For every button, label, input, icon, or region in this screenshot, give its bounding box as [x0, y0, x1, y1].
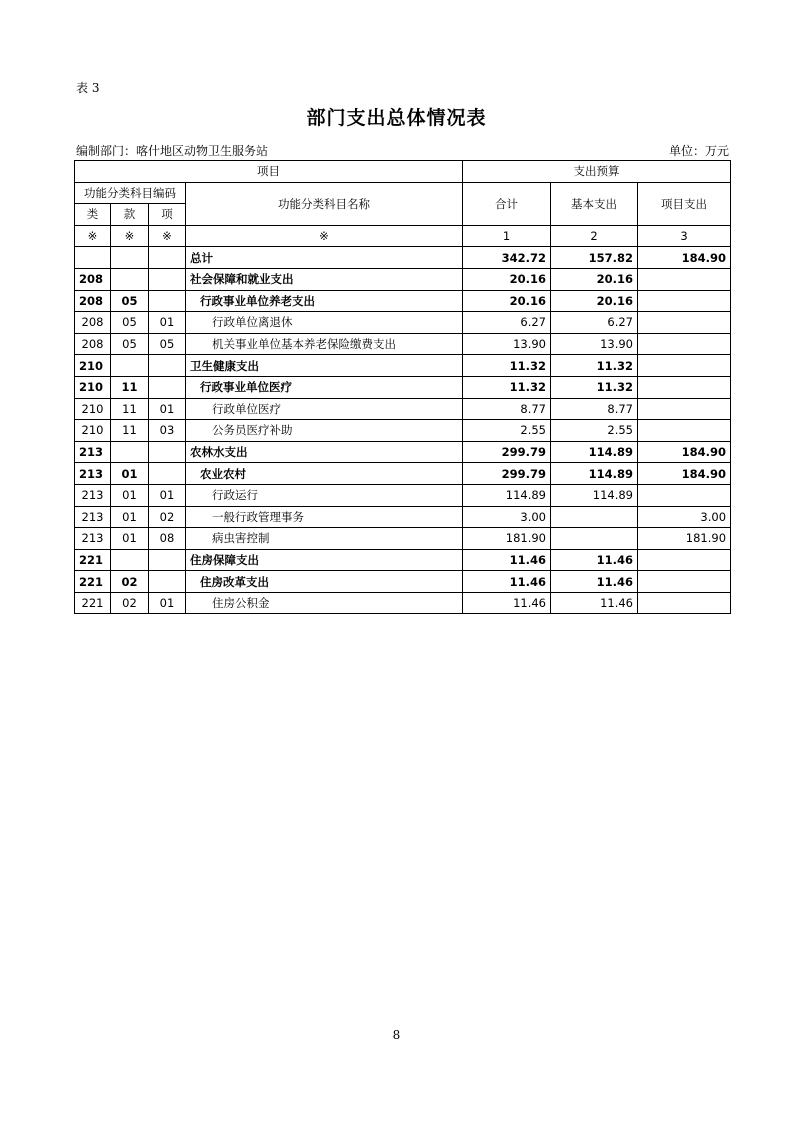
cell-name: 行政单位离退休 [186, 312, 463, 334]
cell-lei: 210 [75, 420, 111, 442]
mark-cell: ※ [75, 225, 111, 247]
cell-xiang [149, 376, 186, 398]
table-row [75, 441, 731, 463]
cell-lei: 208 [75, 268, 111, 290]
cell-basic: 114.89 [551, 484, 638, 506]
cell-kuan: 02 [111, 592, 149, 614]
cell-item: 184.90 [638, 441, 731, 463]
cell-item: 184.90 [638, 463, 731, 485]
page-number: 8 [392, 1028, 401, 1042]
cell-name: 行政单位医疗 [186, 398, 463, 420]
cell-total: 11.32 [463, 376, 551, 398]
cell-item [638, 592, 731, 614]
cell-xiang: 08 [149, 528, 186, 550]
cell-total: 342.72 [463, 247, 551, 269]
header-budget: 支出预算 [463, 161, 731, 183]
cell-name: 公务员医疗补助 [186, 420, 463, 442]
table-row [75, 549, 731, 571]
table-row [75, 592, 731, 614]
cell-item [638, 549, 731, 571]
cell-basic: 157.82 [551, 247, 638, 269]
cell-item [638, 571, 731, 593]
header-basic: 基本支出 [551, 182, 638, 225]
header-project: 项目 [75, 161, 463, 183]
cell-kuan [111, 268, 149, 290]
cell-lei: 210 [75, 355, 111, 377]
cell-basic [551, 506, 638, 528]
cell-item [638, 290, 731, 312]
cell-kuan: 11 [111, 398, 149, 420]
header-kuan: 款 [111, 204, 149, 226]
table-row [75, 484, 731, 506]
header-xiang: 项 [149, 204, 186, 226]
cell-lei: 208 [75, 333, 111, 355]
table-row [75, 333, 731, 355]
cell-total: 20.16 [463, 290, 551, 312]
cell-kuan: 01 [111, 528, 149, 550]
cell-kuan: 05 [111, 312, 149, 334]
cell-total: 114.89 [463, 484, 551, 506]
table-row [75, 420, 731, 442]
cell-total: 13.90 [463, 333, 551, 355]
cell-lei: 208 [75, 312, 111, 334]
cell-name: 病虫害控制 [186, 528, 463, 550]
table-label: 表 3 [76, 81, 100, 95]
cell-xiang [149, 571, 186, 593]
cell-total: 8.77 [463, 398, 551, 420]
cell-xiang: 02 [149, 506, 186, 528]
cell-basic: 114.89 [551, 463, 638, 485]
cell-name: 住房公积金 [186, 592, 463, 614]
cell-kuan: 01 [111, 506, 149, 528]
cell-name: 农林水支出 [186, 441, 463, 463]
cell-lei: 213 [75, 441, 111, 463]
cell-kuan [111, 441, 149, 463]
cell-item [638, 333, 731, 355]
cell-basic: 13.90 [551, 333, 638, 355]
table-row [75, 355, 731, 377]
cell-xiang: 03 [149, 420, 186, 442]
table-row [75, 506, 731, 528]
table-row [75, 312, 731, 334]
cell-xiang: 01 [149, 312, 186, 334]
column-number-3: 3 [638, 225, 731, 247]
table-row [75, 398, 731, 420]
cell-basic: 8.77 [551, 398, 638, 420]
table-row [75, 376, 731, 398]
cell-basic [551, 528, 638, 550]
cell-kuan: 11 [111, 376, 149, 398]
cell-xiang: 05 [149, 333, 186, 355]
cell-item [638, 398, 731, 420]
page-title: 部门支出总体情况表 [306, 107, 487, 129]
cell-xiang: 01 [149, 398, 186, 420]
cell-xiang [149, 268, 186, 290]
header-total: 合计 [463, 182, 551, 225]
cell-basic: 114.89 [551, 441, 638, 463]
table-row [75, 463, 731, 485]
cell-total: 11.46 [463, 571, 551, 593]
cell-total: 11.32 [463, 355, 551, 377]
cell-name: 农业农村 [186, 463, 463, 485]
cell-xiang [149, 290, 186, 312]
unit-label: 单位：万元 [668, 144, 729, 158]
cell-item [638, 355, 731, 377]
table-row [75, 247, 731, 269]
cell-xiang [149, 247, 186, 269]
cell-item [638, 312, 731, 334]
cell-kuan [111, 247, 149, 269]
cell-name: 行政运行 [186, 484, 463, 506]
cell-lei: 210 [75, 398, 111, 420]
cell-lei: 221 [75, 592, 111, 614]
cell-name: 卫生健康支出 [186, 355, 463, 377]
cell-basic: 11.46 [551, 549, 638, 571]
cell-name: 行政事业单位医疗 [186, 376, 463, 398]
cell-name: 行政事业单位养老支出 [186, 290, 463, 312]
cell-basic: 6.27 [551, 312, 638, 334]
cell-lei: 213 [75, 528, 111, 550]
cell-lei: 213 [75, 506, 111, 528]
mark-cell: ※ [186, 225, 463, 247]
cell-total: 11.46 [463, 592, 551, 614]
cell-basic: 2.55 [551, 420, 638, 442]
cell-item: 181.90 [638, 528, 731, 550]
table-row [75, 268, 731, 290]
cell-xiang [149, 463, 186, 485]
cell-item: 184.90 [638, 247, 731, 269]
cell-name: 总计 [186, 247, 463, 269]
cell-total: 181.90 [463, 528, 551, 550]
cell-item: 3.00 [638, 506, 731, 528]
cell-item [638, 420, 731, 442]
cell-total: 6.27 [463, 312, 551, 334]
cell-total: 299.79 [463, 463, 551, 485]
cell-kuan [111, 355, 149, 377]
cell-xiang [149, 355, 186, 377]
table-row [75, 528, 731, 550]
cell-item [638, 484, 731, 506]
cell-total: 20.16 [463, 268, 551, 290]
cell-total: 3.00 [463, 506, 551, 528]
cell-lei: 213 [75, 484, 111, 506]
cell-item [638, 376, 731, 398]
cell-lei: 208 [75, 290, 111, 312]
cell-lei [75, 247, 111, 269]
cell-name: 住房改革支出 [186, 571, 463, 593]
cell-name: 机关事业单位基本养老保险缴费支出 [186, 333, 463, 355]
header-row-1 [75, 161, 731, 183]
mark-cell: ※ [149, 225, 186, 247]
cell-total: 2.55 [463, 420, 551, 442]
column-number-2: 2 [551, 225, 638, 247]
cell-basic: 20.16 [551, 290, 638, 312]
cell-lei: 221 [75, 571, 111, 593]
cell-kuan: 02 [111, 571, 149, 593]
column-number-1: 1 [463, 225, 551, 247]
cell-kuan [111, 549, 149, 571]
cell-lei: 210 [75, 376, 111, 398]
header-item: 项目支出 [638, 182, 731, 225]
department-label: 编制部门：喀什地区动物卫生服务站 [76, 144, 269, 158]
cell-kuan: 01 [111, 463, 149, 485]
cell-xiang [149, 441, 186, 463]
header-name: 功能分类科目名称 [186, 182, 463, 225]
cell-xiang: 01 [149, 592, 186, 614]
cell-total: 11.46 [463, 549, 551, 571]
header-code: 功能分类科目编码 [75, 182, 186, 204]
cell-kuan: 01 [111, 484, 149, 506]
cell-basic: 11.46 [551, 592, 638, 614]
table-row [75, 571, 731, 593]
cell-lei: 221 [75, 549, 111, 571]
cell-total: 299.79 [463, 441, 551, 463]
header-lei: 类 [75, 204, 111, 226]
header-row-4 [75, 225, 731, 247]
cell-kuan: 05 [111, 290, 149, 312]
cell-xiang [149, 549, 186, 571]
table-row [75, 290, 731, 312]
cell-kuan: 05 [111, 333, 149, 355]
cell-name: 一般行政管理事务 [186, 506, 463, 528]
cell-basic: 11.46 [551, 571, 638, 593]
cell-kuan: 11 [111, 420, 149, 442]
cell-name: 住房保障支出 [186, 549, 463, 571]
mark-cell: ※ [111, 225, 149, 247]
cell-lei: 213 [75, 463, 111, 485]
header-row-2 [75, 182, 731, 204]
cell-basic: 11.32 [551, 376, 638, 398]
expenditure-table [74, 160, 731, 614]
cell-xiang: 01 [149, 484, 186, 506]
cell-name: 社会保障和就业支出 [186, 268, 463, 290]
cell-basic: 11.32 [551, 355, 638, 377]
table-body [75, 247, 731, 614]
cell-item [638, 268, 731, 290]
cell-basic: 20.16 [551, 268, 638, 290]
